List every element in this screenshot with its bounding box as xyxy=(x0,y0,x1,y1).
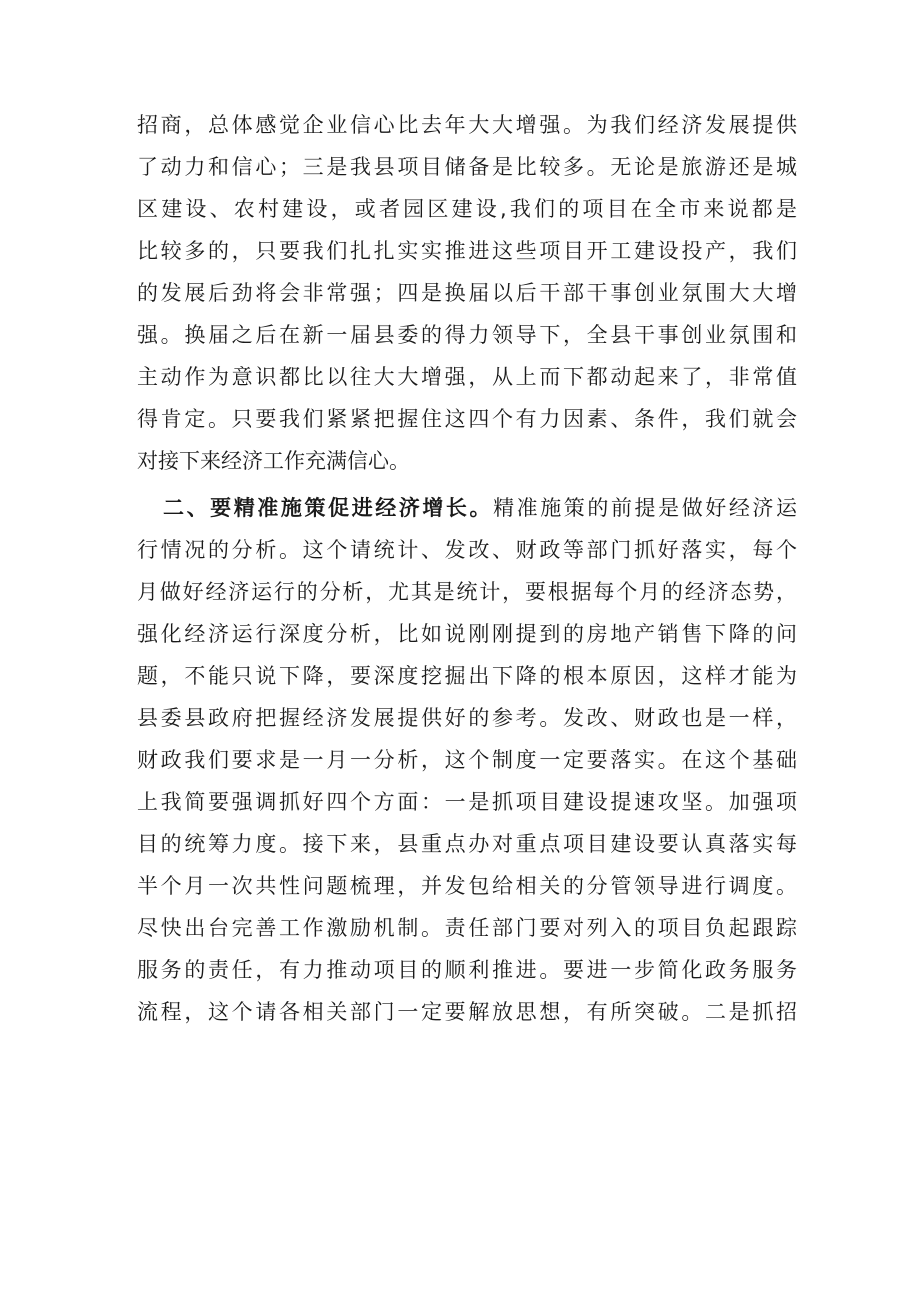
section-heading: 二、要精准施策促进经济增长。 xyxy=(163,496,494,520)
paragraph-1-line: 强。换届之后在新一届县委的得力领导下，全县干事创业氛围和 xyxy=(137,323,797,347)
paragraph-1-line: 招商，总体感觉企业信心比去年大大增强。为我们经济发展提供 xyxy=(137,113,797,137)
paragraph-1-line: 主动作为意识都比以往大大增强，从上而下都动起来了，非常值 xyxy=(137,365,797,389)
paragraph-1-line: 的发展后劲将会非常强；四是换届以后干部干事创业氛围大大增 xyxy=(137,281,797,305)
paragraph-2-line: 财政我们要求是一月一分析，这个制度一定要落实。在这个基础 xyxy=(137,748,797,772)
paragraph-2-line: 上我简要强调抓好四个方面：一是抓项目建设提速攻坚。加强项 xyxy=(137,790,797,814)
paragraph-2-first-line-text: 精准施策的前提是做好经济运 xyxy=(493,496,797,520)
paragraph-2-line: 强化经济运行深度分析，比如说刚刚提到的房地产销售下降的问 xyxy=(137,622,797,646)
paragraph-2-line: 服务的责任，有力推动项目的顺利推进。要进一步简化政务服务 xyxy=(137,958,797,982)
paragraph-2-line: 题，不能只说下降，要深度挖掘出下降的根本原因，这样才能为 xyxy=(137,664,797,688)
paragraph-1-line: 了动力和信心；三是我县项目储备是比较多。无论是旅游还是城 xyxy=(137,155,797,179)
document-body xyxy=(137,104,797,1033)
paragraph-1-line: 区建设、农村建设，或者园区建设,我们的项目在全市来说都是 xyxy=(137,197,797,221)
paragraph-1-line: 得肯定。只要我们紧紧把握住这四个有力因素、条件，我们就会 xyxy=(137,407,797,431)
paragraph-2-line: 尽快出台完善工作激励机制。责任部门要对列入的项目负起跟踪 xyxy=(137,916,797,940)
paragraph-2-line: 半个月一次共性问题梳理，并发包给相关的分管领导进行调度。 xyxy=(137,874,797,898)
paragraph-2-line: 目的统筹力度。接下来，县重点办对重点项目建设要认真落实每 xyxy=(137,832,797,856)
paragraph-2 xyxy=(137,487,797,1033)
paragraph-2-line: 县委县政府把握经济发展提供好的参考。发改、财政也是一样， xyxy=(137,706,797,730)
paragraph-1-line: 对接下来经济工作充满信心。 xyxy=(137,449,410,473)
paragraph-1-line: 比较多的，只要我们扎扎实实推进这些项目开工建设投产，我们 xyxy=(137,239,797,263)
paragraph-2-line: 流程，这个请各相关部门一定要解放思想，有所突破。二是抓招 xyxy=(137,1000,797,1024)
paragraph-2-line: 月做好经济运行的分析，尤其是统计，要根据每个月的经济态势， xyxy=(137,580,797,604)
paragraph-1 xyxy=(137,104,797,482)
paragraph-2-first-line xyxy=(137,487,797,529)
paragraph-2-line: 行情况的分析。这个请统计、发改、财政等部门抓好落实，每个 xyxy=(137,538,797,562)
